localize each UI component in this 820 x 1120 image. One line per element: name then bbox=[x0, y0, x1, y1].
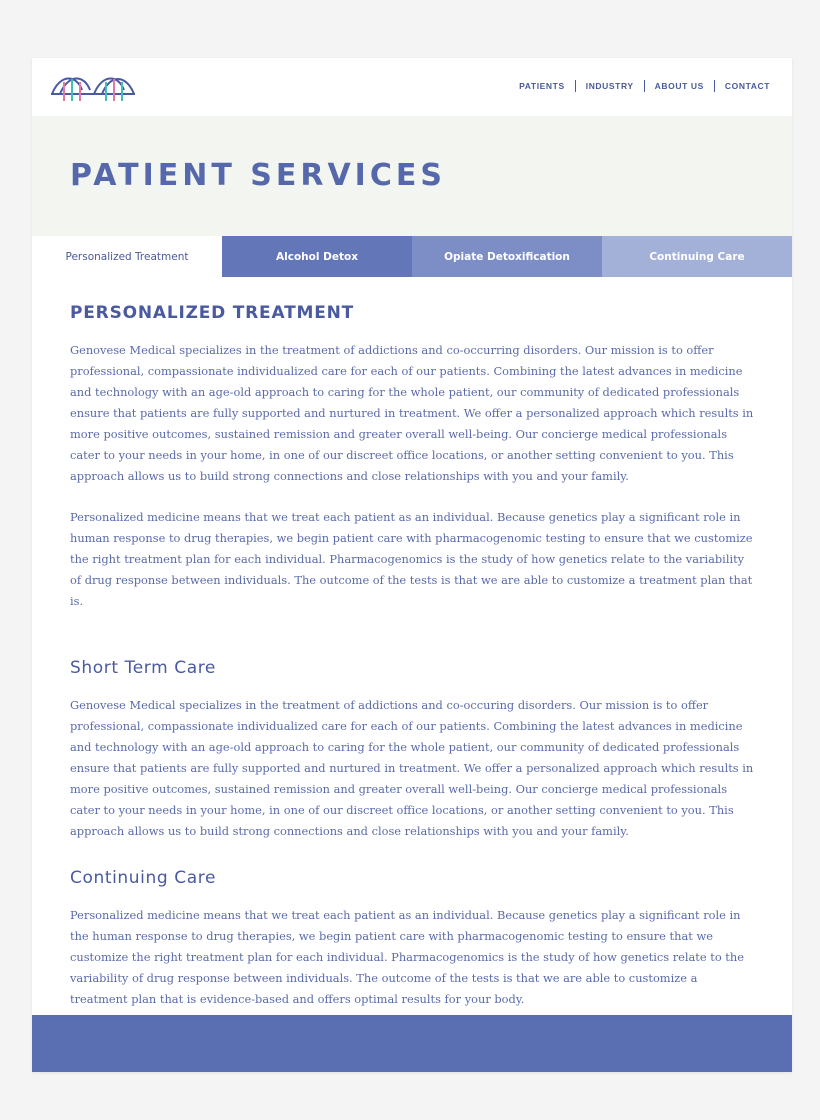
tab-continuing-care[interactable]: Continuing Care bbox=[602, 236, 792, 277]
tab-personalized-treatment[interactable]: Personalized Treatment bbox=[32, 236, 222, 277]
tab-alcohol-detox[interactable]: Alcohol Detox bbox=[222, 236, 412, 277]
tab-opiate-detoxification[interactable]: Opiate Detoxification bbox=[412, 236, 602, 277]
short-term-care-heading: Short Term Care bbox=[70, 658, 216, 678]
nav-patients[interactable]: PATIENTS bbox=[519, 81, 565, 91]
site-header bbox=[32, 58, 792, 116]
body-paragraph: Personalized medicine means that we treat each patient as an individual. Because genetics play a significant role in human response to drug therapies, we begin patient care with pharmacogenomic testing to ensure that we customize the right treatment plan for each individual. Pharmacogenomics is the study of how genetics relate to the variability of drug response between individuals. The outcome of the tests is that we are able to customize a treatment plan that is. bbox=[70, 510, 753, 608]
continuing-care-heading: Continuing Care bbox=[70, 868, 217, 888]
service-tabs bbox=[32, 236, 792, 277]
section-heading: PERSONALIZED TREATMENT bbox=[70, 303, 355, 323]
nav-contact[interactable]: CONTACT bbox=[714, 80, 770, 92]
page bbox=[32, 58, 792, 1072]
main-nav bbox=[509, 80, 770, 92]
nav-about-us[interactable]: ABOUT US bbox=[644, 80, 714, 92]
footer-band bbox=[32, 1015, 792, 1072]
body-paragraph: Genovese Medical specializes in the treatment of addictions and co-occuring disorders. Our mission is to offer professional, compassionate individualized care for each of our patients. Combining the latest advances in medicine and technology with an age-old approach to caring for the whole patient, our community of dedicated professionals ensure that patients are fully supported and nurtured in treatment. We offer a personalized approach which results in more positive outcomes, sustained remission and greater overall well-being. Our concierge medical professionals cater to your needs in your home, in one of our discreet office locations, or another setting convenient to you. This approach allows us to build strong connections and close relationships with you and your family. bbox=[70, 698, 754, 838]
main-content bbox=[32, 303, 792, 1010]
body-paragraph: Personalized medicine means that we treat each patient as an individual. Because genetics play a significant role in the human response to drug therapies, we begin patient care with pharmacogenomic testing to ensure that we customize the right treatment plan for each individual. Pharmacogenomics is the study of how genetics relate to the variability of drug response between individuals. The outcome of the tests is that we are able to customize a treatment plan that is evidence-based and offers optimal results for your body. bbox=[70, 908, 744, 1006]
page-title: PATIENT SERVICES bbox=[70, 158, 446, 193]
hero-banner bbox=[32, 116, 792, 236]
dna-bridge-logo-icon[interactable] bbox=[50, 72, 136, 102]
body-paragraph: Genovese Medical specializes in the treatment of addictions and co-occurring disorders. Our mission is to offer professional, compassionate individualized care for each of our patients. Combining the latest advances in medicine and technology with an age-old approach to caring for the whole patient, our community of dedicated professionals ensure that patients are fully supported and nurtured in treatment. We offer a personalized approach which results in more positive outcomes, sustained remission and greater overall well-being. Our concierge medical professionals cater to your needs in your home, in one of our discreet office locations, or another setting convenient to you. This approach allows us to build strong connections and close relationships with you and your family. bbox=[70, 343, 754, 483]
nav-industry[interactable]: INDUSTRY bbox=[575, 80, 644, 92]
